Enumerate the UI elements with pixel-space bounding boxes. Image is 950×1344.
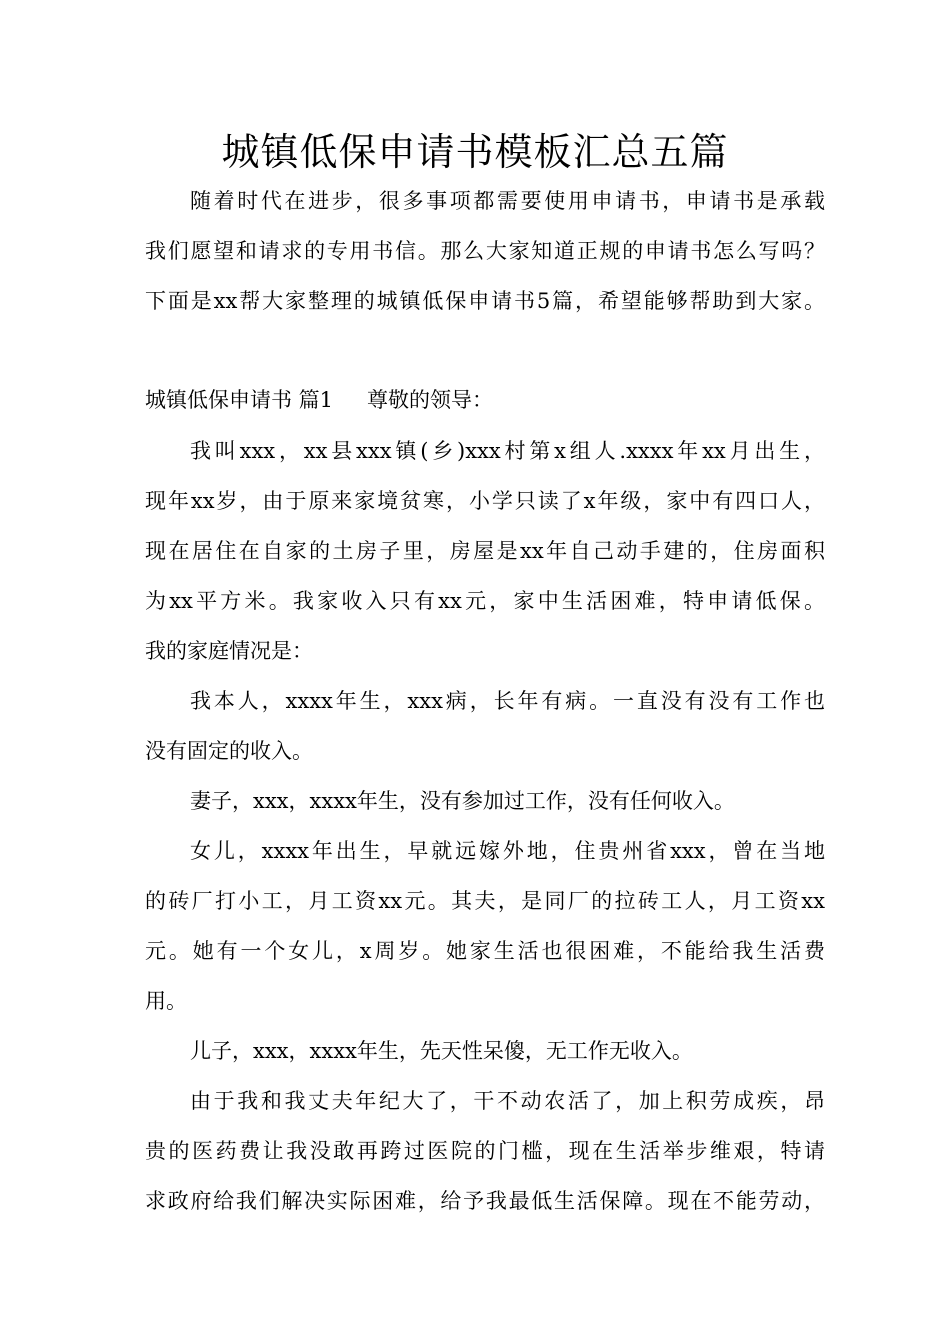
salutation: 尊敬的领导： bbox=[367, 388, 494, 412]
section-heading bbox=[145, 385, 493, 415]
body-line: 由于我和我丈夫年纪大了，干不动农活了，加上积劳成疾，昂 bbox=[190, 1089, 825, 1113]
body-line: 为xx平方米。我家收入只有xx元，家中生活困难，特申请低保。 bbox=[145, 589, 825, 613]
body-line: 我的家庭情况是： bbox=[145, 639, 313, 663]
intro-line: 随着时代在进步，很多事项都需要使用申请书，申请书是承载 bbox=[190, 189, 825, 213]
body-line: 没有固定的收入。 bbox=[145, 739, 313, 763]
body-line: 我本人，xxxx年生，xxx病，长年有病。一直没有没有工作也 bbox=[190, 689, 825, 713]
body-line: 用。 bbox=[145, 989, 187, 1013]
intro-line: 我们愿望和请求的专用书信。那么大家知道正规的申请书怎么写吗？ bbox=[145, 239, 825, 263]
document-title: 城镇低保申请书模板汇总五篇 bbox=[221, 130, 729, 174]
body-line: 贵的医药费让我没敢再跨过医院的门槛，现在生活举步维艰，特请 bbox=[145, 1139, 825, 1163]
section-title: 城镇低保申请书 篇1 bbox=[145, 388, 334, 412]
body-line: 妻子，xxx，xxxx年生，没有参加过工作，没有任何收入。 bbox=[190, 789, 735, 813]
body-line: 现年xx岁，由于原来家境贫寒，小学只读了x年级，家中有四口人， bbox=[145, 489, 825, 513]
body-line: 求政府给我们解决实际困难，给予我最低生活保障。现在不能劳动， bbox=[145, 1189, 825, 1213]
body-line: 现在居住在自家的土房子里，房屋是xx年自己动手建的，住房面积 bbox=[145, 539, 825, 563]
body-line: 儿子，xxx，xxxx年生，先天性呆傻，无工作无收入。 bbox=[190, 1039, 693, 1063]
body-line: 的砖厂打小工，月工资xx元。其夫，是同厂的拉砖工人，月工资xx bbox=[145, 889, 825, 913]
intro-line: 下面是xx帮大家整理的城镇低保申请书5篇，希望能够帮助到大家。 bbox=[145, 289, 825, 313]
body-line: 我叫xxx，xx县xxx镇(乡)xxx村第x组人.xxxx年xx月出生， bbox=[190, 439, 825, 463]
body-line: 女儿，xxxx年出生，早就远嫁外地，住贵州省xxx，曾在当地 bbox=[190, 839, 825, 863]
body-line: 元。她有一个女儿，x周岁。她家生活也很困难，不能给我生活费 bbox=[145, 939, 825, 963]
